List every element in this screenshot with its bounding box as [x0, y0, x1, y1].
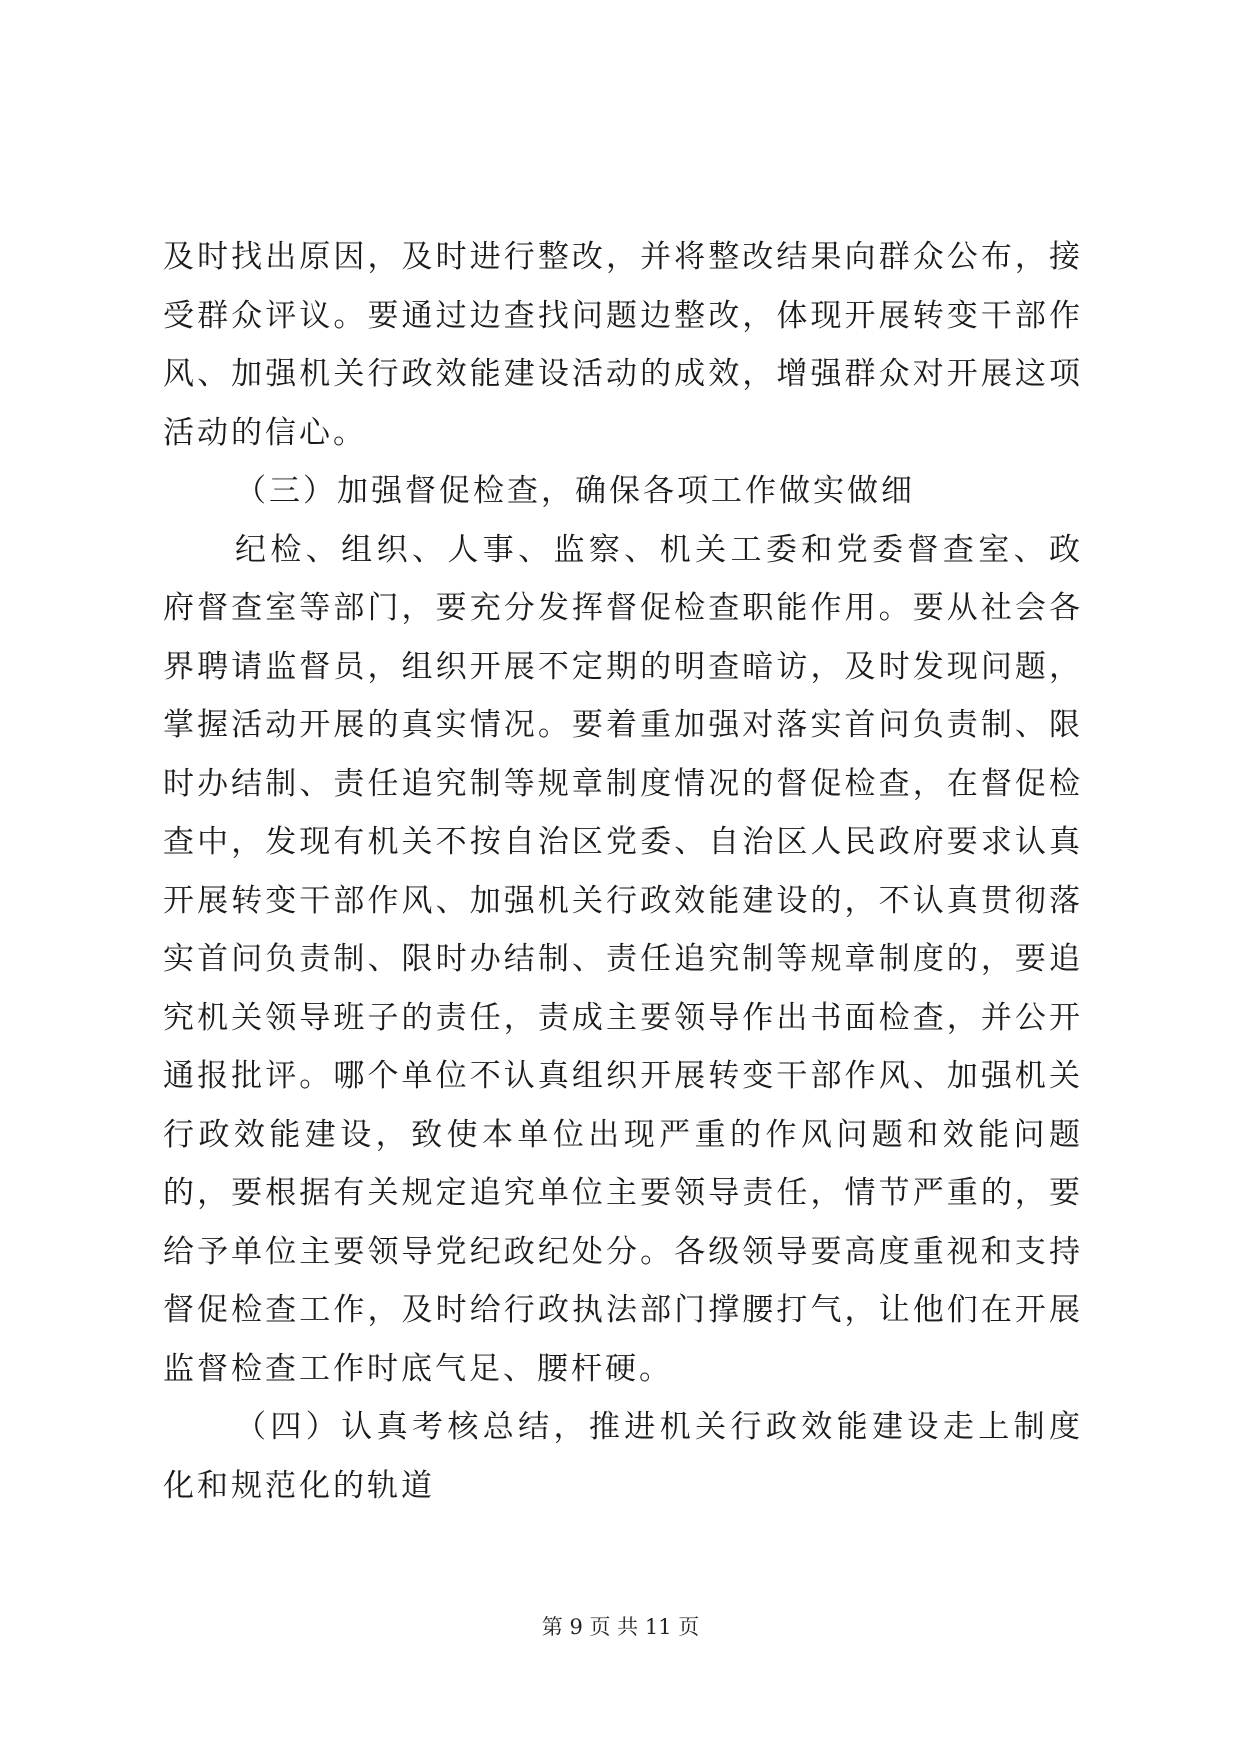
section-heading-4: （四）认真考核总结，推进机关行政效能建设走上制度化和规范化的轨道	[163, 1409, 1083, 1504]
document-body	[163, 228, 1083, 1515]
page-number-footer: 第 9 页 共 11 页	[541, 1615, 700, 1639]
paragraph-supervision: 纪检、组织、人事、监察、机关工委和党委督查室、政府督查室等部门，要充分发挥督促检查职能作用。要从社会各界聘请监督员，组织开展不定期的明查暗访，及时发现问题，掌握活动开展的真实情况。要着重加强对落实首问负责制、限时办结制、责任追究制等规章制度情况的督促检查，在督促检查中，发现有机关不按自治区党委、自治区人民政府要求认真开展转变干部作风、加强机关行政效能建设的，不认真贯彻落实首问负责制、限时办结制、责任追究制等规章制度的，要追究机关领导班子的责任，责成主要领导作出书面检查，并公开通报批评。哪个单位不认真组织开展转变干部作风、加强机关行政效能建设，致使本单位出现严重的作风问题和效能问题的，要根据有关规定追究单位主要领导责任，情节严重的，要给予单位主要领导党纪政纪处分。各级领导要高度重视和支持督促检查工作，及时给行政执法部门撑腰打气，让他们在开展监督检查工作时底气足、腰杆硬。	[163, 531, 1083, 1387]
section-heading-3: （三）加强督促检查，确保各项工作做实做细	[235, 473, 915, 509]
paragraph-continuation: 及时找出原因，及时进行整改，并将整改结果向群众公布，接受群众评议。要通过边查找问题边整改，体现开展转变干部作风、加强机关行政效能建设活动的成效，增强群众对开展这项活动的信心。	[163, 239, 1083, 451]
